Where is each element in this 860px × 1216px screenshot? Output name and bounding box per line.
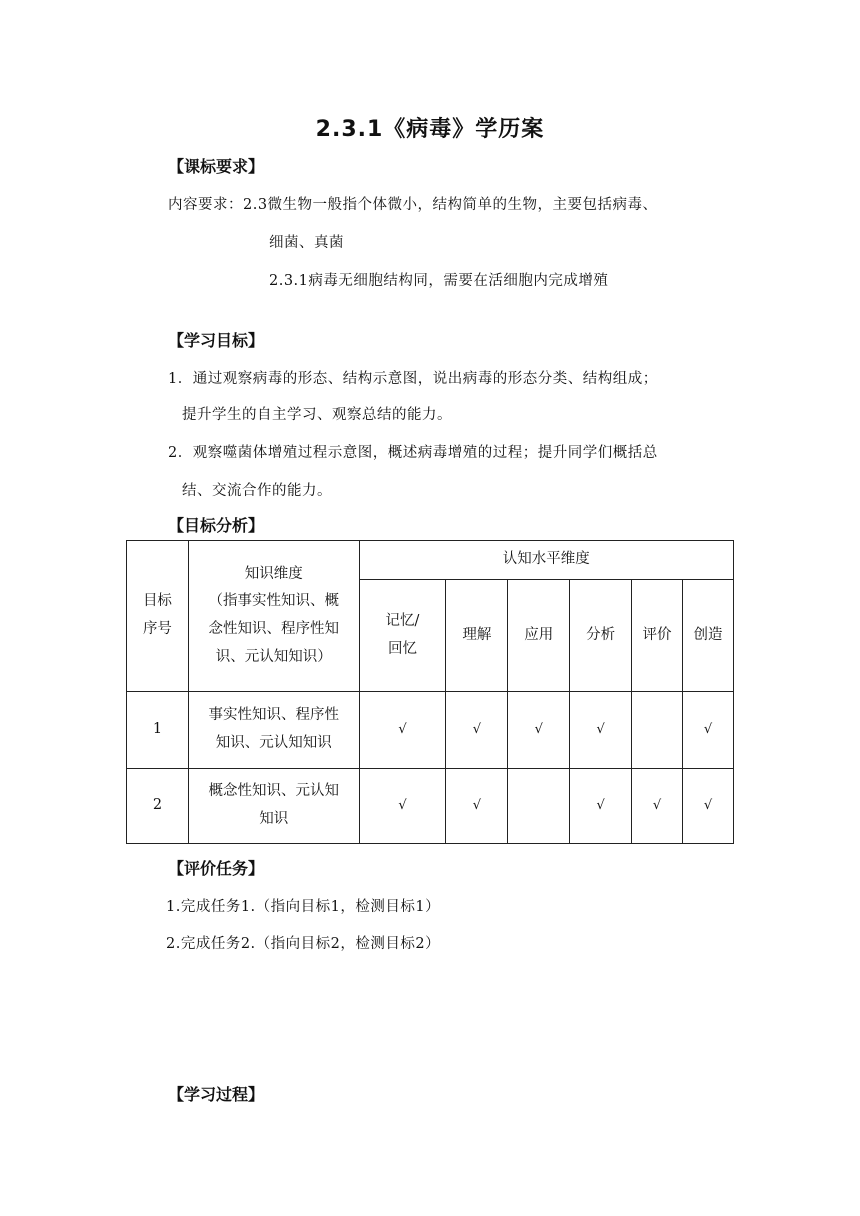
row-1-check-remember: √ [359, 692, 446, 769]
row-1-check-create: √ [682, 692, 733, 769]
header-sequence: 目标 序号 [127, 541, 189, 692]
process-heading: 【学习过程】 [168, 1085, 265, 1104]
row-1-knowledge: 事实性知识、程序性 知识、元认知知识 [188, 692, 359, 769]
objectives-heading: 【学习目标】 [168, 331, 265, 350]
row-2-check-create: √ [682, 769, 733, 844]
row-2-check-evaluate: √ [632, 769, 683, 844]
evaluation-task-1: 1.完成任务1.（指向目标1，检测目标1） [166, 899, 441, 915]
header-level-understand: 理解 [446, 580, 508, 692]
evaluation-heading: 【评价任务】 [168, 859, 265, 878]
objective-1-line-1: 1．通过观察病毒的形态、结构示意图，说出病毒的形态分类、结构组成； [168, 371, 658, 387]
row-2-check-remember: √ [359, 769, 446, 844]
row-1-check-understand: √ [446, 692, 508, 769]
header-level-evaluate: 评价 [632, 580, 683, 692]
header-level-apply: 应用 [508, 580, 570, 692]
header-cognitive-dimension: 认知水平维度 [359, 541, 733, 580]
header-level-analyze: 分析 [570, 580, 632, 692]
curriculum-line-1: 内容要求：2.3微生物一般指个体微小，结构简单的生物，主要包括病毒、 [168, 197, 658, 213]
row-1-check-evaluate [632, 692, 683, 769]
row-2-check-understand: √ [446, 769, 508, 844]
page-title: 2.3.1《病毒》学历案 [315, 117, 545, 142]
table-row [127, 769, 734, 844]
goal-analysis-table [126, 540, 734, 844]
evaluation-task-2: 2.完成任务2.（指向目标2，检测目标2） [166, 936, 441, 952]
row-2-check-apply [508, 769, 570, 844]
row-2-check-analyze: √ [570, 769, 632, 844]
row-1-check-analyze: √ [570, 692, 632, 769]
objective-2-line-1: 2．观察噬菌体增殖过程示意图，概述病毒增殖的过程；提升同学们概括总 [168, 445, 658, 461]
curriculum-heading: 【课标要求】 [168, 157, 265, 176]
curriculum-line-2: 细菌、真菌 [269, 235, 344, 251]
header-level-create: 创造 [682, 580, 733, 692]
header-level-remember: 记忆/ 回忆 [359, 580, 446, 692]
objective-2-line-2: 结、交流合作的能力。 [182, 483, 332, 499]
objective-1-line-2: 提升学生的自主学习、观察总结的能力。 [182, 407, 452, 423]
curriculum-line-3: 2.3.1病毒无细胞结构同，需要在活细胞内完成增殖 [269, 273, 609, 289]
header-knowledge-dimension: 知识维度 （指事实性知识、概 念性知识、程序性知 识、元认知知识） [188, 541, 359, 692]
row-1-seq: 1 [127, 692, 189, 769]
row-2-knowledge: 概念性知识、元认知 知识 [188, 769, 359, 844]
row-2-seq: 2 [127, 769, 189, 844]
table-row [127, 692, 734, 769]
analysis-heading: 【目标分析】 [168, 516, 265, 535]
row-1-check-apply: √ [508, 692, 570, 769]
